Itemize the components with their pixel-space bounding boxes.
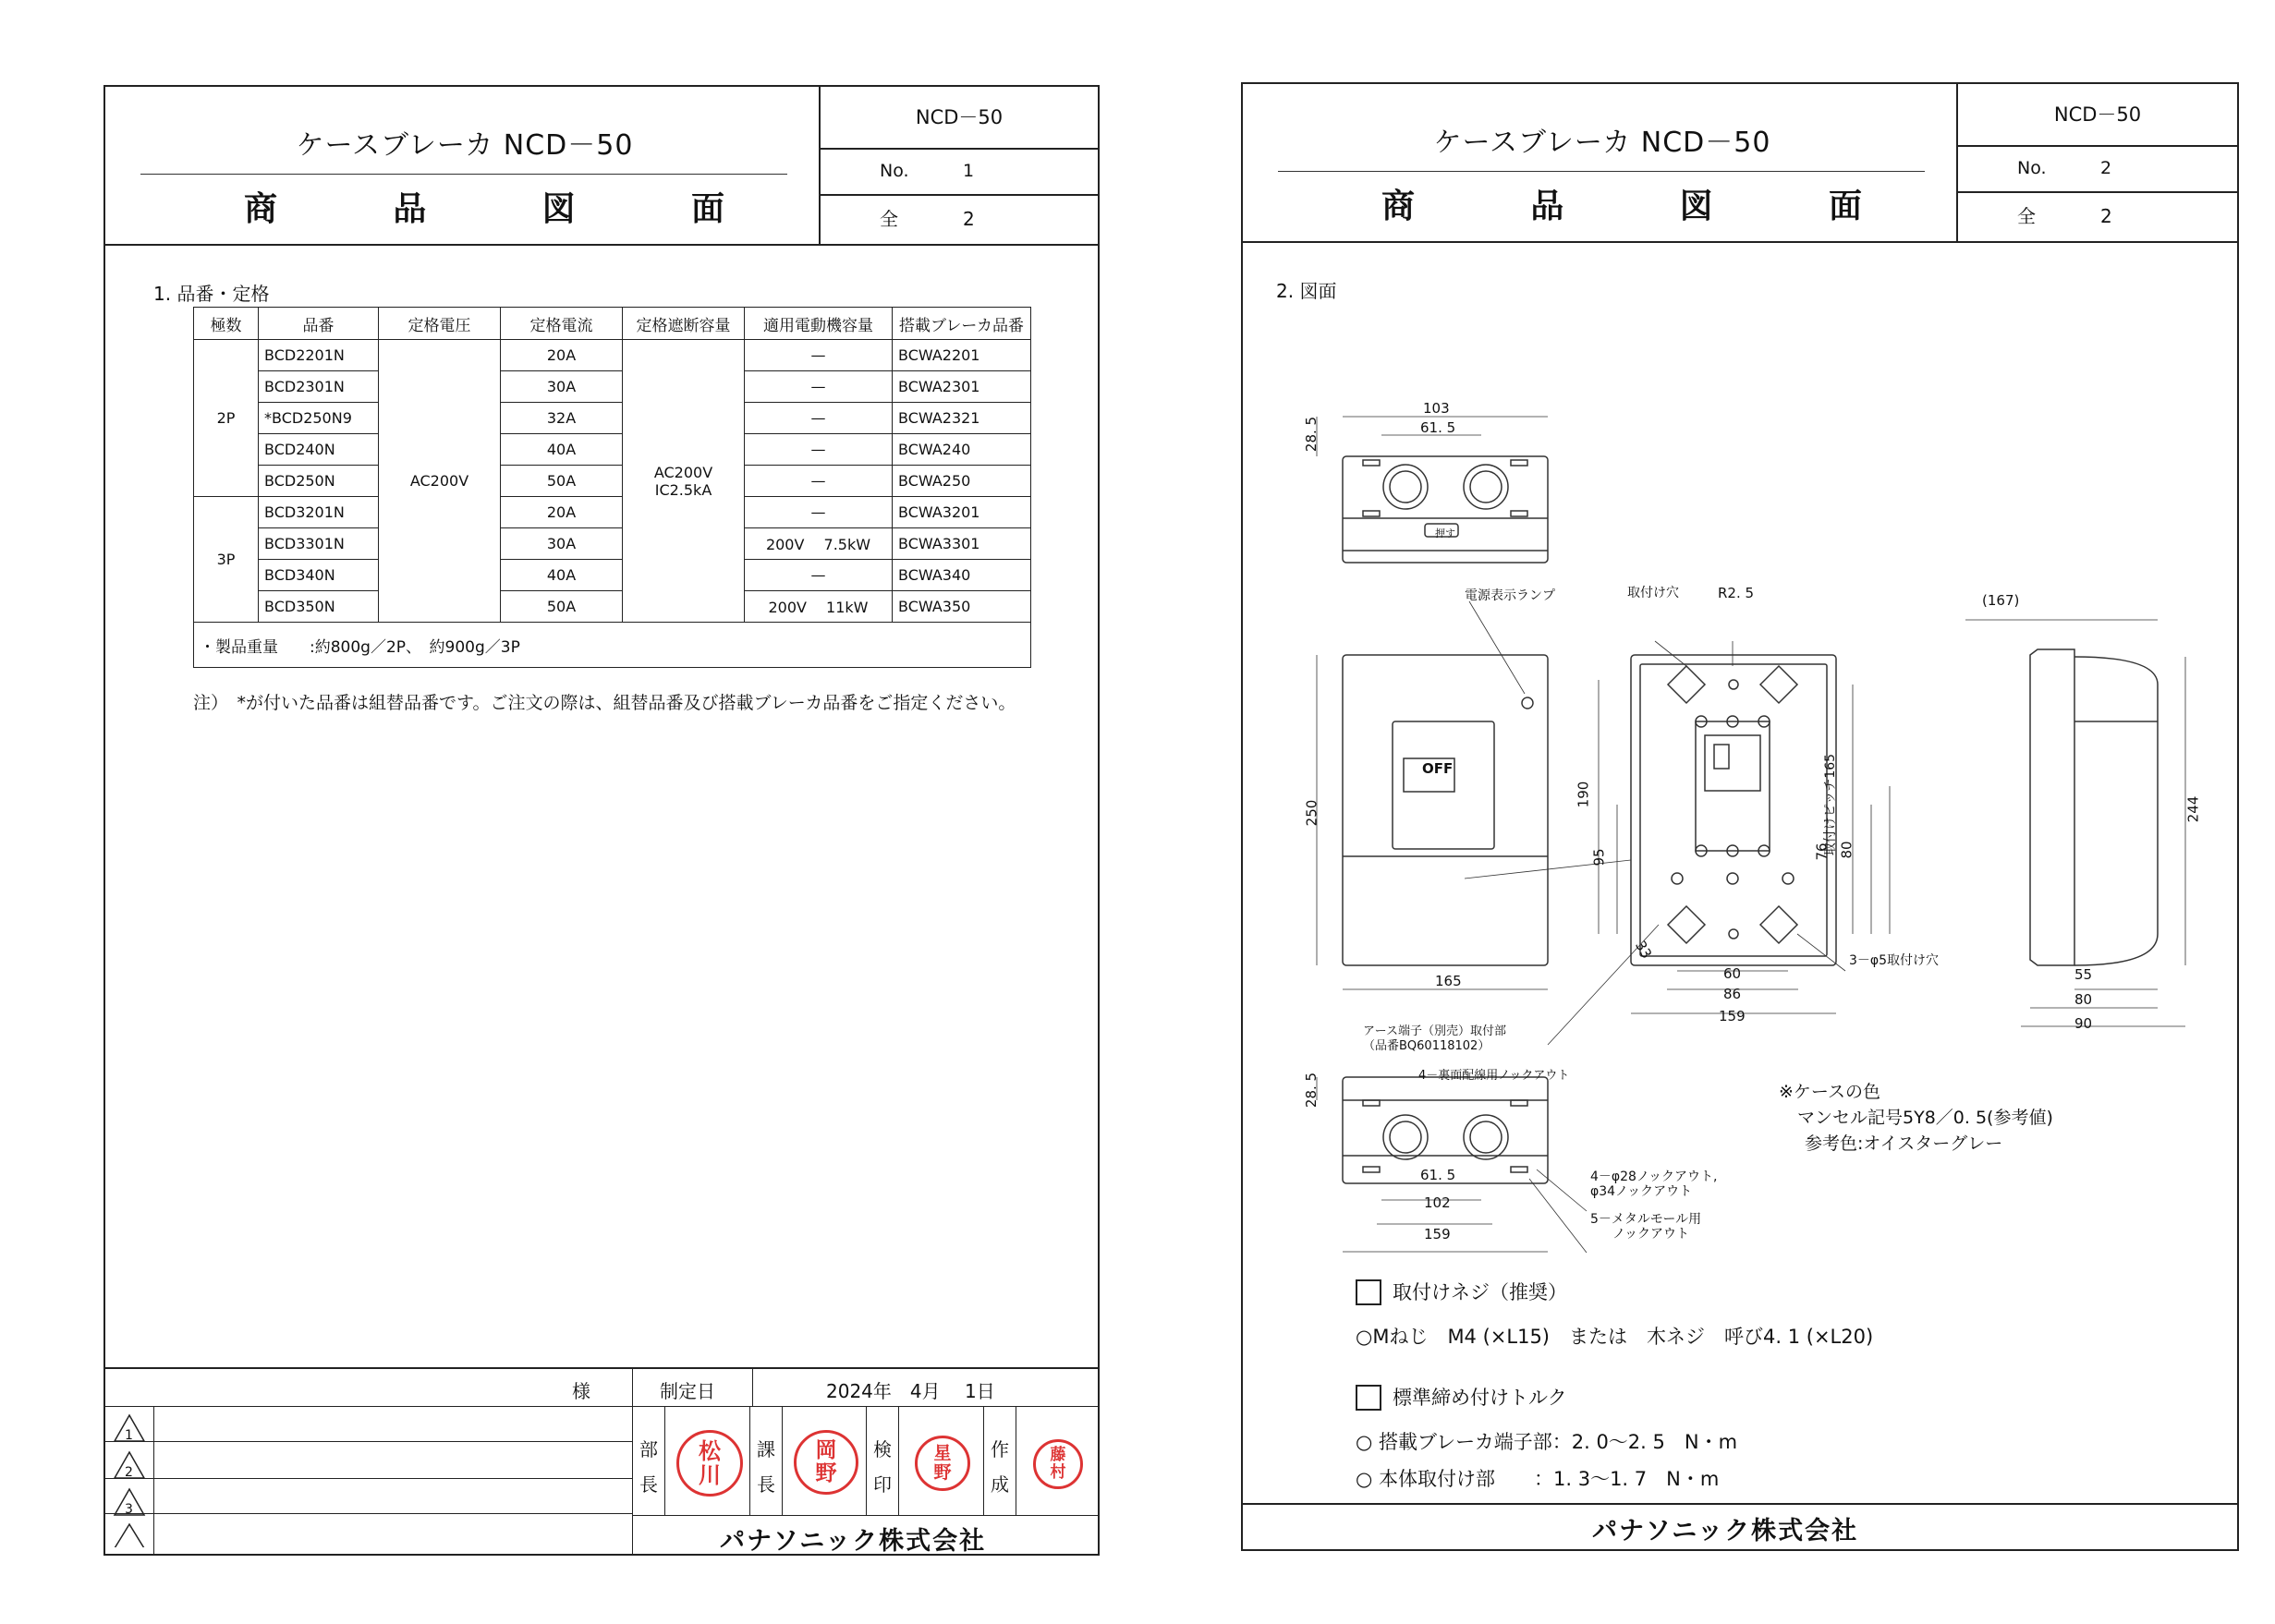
torque-mount: ○ 本体取付け部 ：1. 3～1. 7 N・m bbox=[1356, 1468, 1720, 1490]
front-view-body bbox=[1343, 655, 1548, 965]
dim-label: 159 bbox=[1719, 1008, 1746, 1024]
dim-label: 244 bbox=[2184, 795, 2202, 823]
approval-stamp: 星 野 bbox=[915, 1436, 970, 1491]
table-row: BCD3301N 30A 200V 7.5kW BCWA3301 bbox=[194, 528, 1031, 560]
sama-label: 様 bbox=[572, 1380, 590, 1402]
dim-label: 80 bbox=[2074, 991, 2093, 1008]
sheet-title: ケースブレーカ NCD－50 bbox=[296, 129, 634, 162]
role-label: 検 印 bbox=[873, 1438, 892, 1496]
page-number: No. 1 bbox=[821, 148, 1098, 196]
torque-title: 標準締め付けトルク bbox=[1393, 1387, 1567, 1409]
table-note-row bbox=[194, 623, 1031, 668]
section-title: 2. 図面 bbox=[1276, 280, 1337, 302]
approval-stamp: 藤 村 bbox=[1033, 1439, 1083, 1489]
case-color-ref: 参考色:オイスターグレー bbox=[1805, 1133, 2003, 1154]
revision-mark: 2 bbox=[125, 1465, 133, 1480]
hole-label: 取付け穴 bbox=[1627, 586, 1679, 600]
role-label: 作 成 bbox=[991, 1438, 1009, 1496]
sheet-subtitle: 商 品 図 面 bbox=[244, 190, 724, 228]
dim-label: 103 bbox=[1423, 400, 1450, 417]
lamp-label: 電源表示ランプ bbox=[1465, 588, 1555, 603]
sheet-header bbox=[1243, 84, 2237, 243]
voltage-cell: AC200V bbox=[379, 340, 501, 623]
dim-label: 86 bbox=[1723, 986, 1742, 1002]
date-label: 制定日 bbox=[660, 1380, 715, 1402]
case-color-title: ※ケースの色 bbox=[1779, 1082, 1880, 1102]
dim-label: 250 bbox=[1303, 799, 1320, 827]
spec-table bbox=[193, 307, 1031, 668]
drawing-sheet-1 bbox=[103, 85, 1100, 1556]
pole-cell: 3P bbox=[194, 497, 259, 623]
table-row: 2P BCD2201N AC200V 20A AC200V IC2.5kA — BCWA2201 bbox=[194, 340, 1031, 371]
dim-label: 90 bbox=[2074, 1015, 2093, 1032]
dim-label: 28. 5 bbox=[1303, 416, 1320, 453]
company-name: パナソニック株式会社 bbox=[720, 1527, 987, 1556]
table-row: *BCD250N9 32A — BCWA2321 bbox=[194, 403, 1031, 434]
role-label: 部 長 bbox=[639, 1438, 658, 1496]
revision-mark: 3 bbox=[125, 1502, 133, 1517]
dim-label: 61. 5 bbox=[1420, 419, 1456, 436]
screw-checkbox bbox=[1356, 1279, 1381, 1305]
dim-label: 61. 5 bbox=[1420, 1167, 1456, 1183]
dim-label: 取付けピッチ165 bbox=[1823, 753, 1839, 856]
knockout-label: ノックアウト bbox=[1612, 1227, 1690, 1242]
dim-label: 165 bbox=[1435, 973, 1462, 989]
sheet-title: ケースブレーカ NCD－50 bbox=[1433, 127, 1771, 159]
revision-mark: 1 bbox=[125, 1428, 133, 1443]
case-color-munsell: マンセル記号5Y8／0. 5(参考値) bbox=[1797, 1108, 2053, 1128]
sheet-header bbox=[105, 87, 1098, 246]
breaking-cell: AC200V IC2.5kA bbox=[623, 340, 745, 623]
dim-label: 33 bbox=[1631, 938, 1656, 962]
table-row: BCD250N 50A — BCWA250 bbox=[194, 466, 1031, 497]
pole-cell: 2P bbox=[194, 340, 259, 497]
knockout-label: 4－裏面配線用ノックアウト bbox=[1418, 1069, 1570, 1083]
table-header-row: 極数 品番 定格電圧 定格電流 定格遮断容量 適用電動機容量 搭載ブレーカ品番 bbox=[194, 308, 1031, 340]
approval-stamp: 松 川 bbox=[676, 1430, 743, 1497]
screw-title: 取付けネジ（推奨） bbox=[1393, 1281, 1567, 1303]
knockout-label: 4－φ28ノックアウト, bbox=[1590, 1170, 1718, 1184]
screw-spec: ○Mねじ M4 (×L15) または 木ネジ 呼び4. 1 (×L20) bbox=[1356, 1326, 1874, 1348]
page-total: 全 2 bbox=[2017, 205, 2112, 227]
earth-label: アース端子（別売）取付部 bbox=[1363, 1024, 1506, 1038]
back-view-body bbox=[1631, 655, 1836, 965]
section-title: 1. 品番・定格 bbox=[153, 283, 270, 305]
dim-label: 95 bbox=[1590, 848, 1608, 867]
table-row: BCD2301N 30A — BCWA2301 bbox=[194, 371, 1031, 403]
model-code: NCD－50 bbox=[821, 87, 1098, 150]
model-code: NCD－50 bbox=[1958, 84, 2237, 147]
drawing-sheet-2 bbox=[1241, 82, 2239, 1551]
technical-drawing bbox=[1243, 287, 2239, 1340]
dim-label: 28. 5 bbox=[1303, 1072, 1320, 1109]
date-value: 2024年 4月 1日 bbox=[826, 1380, 995, 1402]
hole3-label: 3－φ5取付け穴 bbox=[1849, 953, 1940, 968]
knockout-label: 5－メタルモール用 bbox=[1590, 1212, 1702, 1227]
table-row: BCD340N 40A — BCWA340 bbox=[194, 560, 1031, 591]
dim-label: 60 bbox=[1723, 965, 1742, 982]
approval-stamp: 岡 野 bbox=[794, 1430, 858, 1495]
off-label: OFF bbox=[1422, 760, 1454, 777]
dim-label: (167) bbox=[1982, 592, 2020, 609]
weight-note: ・製品重量 :約800g／2P、 約900g／3P bbox=[194, 623, 1031, 668]
title-block bbox=[105, 1367, 1098, 1554]
torque-breaker: ○ 搭載ブレーカ端子部：2. 0～2. 5 N・m bbox=[1356, 1431, 1738, 1453]
dim-label: 190 bbox=[1575, 781, 1592, 808]
company-name: パナソニック株式会社 bbox=[1592, 1517, 1859, 1545]
push-label: 押す bbox=[1435, 527, 1455, 539]
radius-label: R2. 5 bbox=[1718, 585, 1755, 601]
role-label: 課 長 bbox=[757, 1438, 775, 1496]
page-number: No. 2 bbox=[1958, 145, 2237, 193]
top-view-body bbox=[1343, 456, 1548, 563]
page-total: 全 2 bbox=[880, 208, 975, 230]
side-view-body bbox=[2030, 649, 2074, 965]
knockout-label: φ34ノックアウト bbox=[1590, 1184, 1693, 1199]
dim-label: 159 bbox=[1424, 1226, 1451, 1242]
dim-label: 102 bbox=[1424, 1194, 1451, 1211]
sheet-subtitle: 商 品 図 面 bbox=[1381, 188, 1862, 225]
order-note: 注） *が付いた品番は組替品番です。ご注文の際は、組替品番及び搭載ブレーカ品番をご指定ください。 bbox=[193, 693, 1016, 713]
dim-label: 55 bbox=[2074, 966, 2093, 983]
table-row: BCD350N 50A 200V 11kW BCWA350 bbox=[194, 591, 1031, 623]
table-row: BCD240N 40A — BCWA240 bbox=[194, 434, 1031, 466]
torque-checkbox bbox=[1356, 1385, 1381, 1411]
dim-label: 80 bbox=[1838, 841, 1855, 859]
earth-part-label: （品番BQ60118102） bbox=[1363, 1039, 1490, 1053]
dim-label: 76 bbox=[1813, 842, 1831, 861]
table-row: 3P BCD3201N 20A — BCWA3201 bbox=[194, 497, 1031, 528]
